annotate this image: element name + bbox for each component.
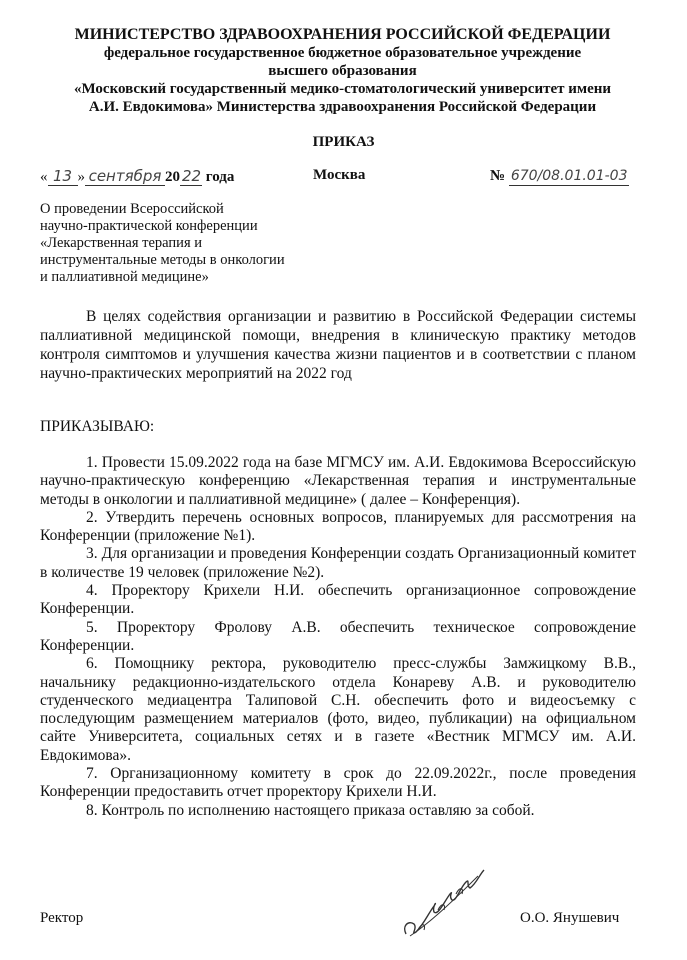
subject-line: «Лекарственная терапия и xyxy=(40,235,202,251)
document-title: ПРИКАЗ xyxy=(312,134,375,150)
date-day: 13 xyxy=(48,167,78,186)
signatory-title: Ректор xyxy=(40,910,84,926)
subject-line: инструментальные методы в онкологии xyxy=(40,252,285,268)
order-number xyxy=(490,167,629,186)
ministry-name: МИНИСТЕРСТВО ЗДРАВООХРАНЕНИЯ РОССИЙСКОЙ ФЕДЕРАЦИИ xyxy=(74,26,611,43)
number-sign: № xyxy=(490,168,506,184)
subject-line: О проведении Всероссийской xyxy=(40,201,224,217)
order-number-value: 670/08.01.01-03 xyxy=(510,168,628,184)
order-subject xyxy=(40,201,330,286)
preamble xyxy=(40,307,636,383)
order-city: Москва xyxy=(313,167,366,183)
date-year-suffix: 22 xyxy=(182,167,202,185)
handwritten-signature xyxy=(398,862,488,942)
preamble-text: В целях содействия организации и развитию в Российской Федерации системы паллиативной медицинской помощи, внедрения в клиническую практику методов контроля симптомов и улучшения качества жизни пациентов и в соответствии с планом научно-практических мероприятий на 2022 год xyxy=(40,308,636,382)
date-close-quote: » xyxy=(77,169,85,185)
orders-heading: ПРИКАЗЫВАЮ: xyxy=(40,418,155,435)
education-level: высшего образования xyxy=(268,63,417,79)
university-name-line1: «Московский государственный медико-стоматологический университет имени xyxy=(73,81,612,97)
signatory-name: О.О. Янушевич xyxy=(520,910,620,926)
date-year-word: года xyxy=(205,169,235,185)
order-items xyxy=(40,454,636,820)
order-item-4: 4. Проректору Крихели Н.И. обеспечить организационное сопровождение Конференции. xyxy=(40,582,636,618)
institution-type: федеральное государственное бюджетное образовательное учреждение xyxy=(103,45,582,61)
letterhead xyxy=(40,26,645,116)
order-date xyxy=(40,167,234,186)
order-item-7: 7. Организационному комитету в срок до 22.09.2022г., после проведения Конференции предоставить отчет проректору Крихели Н.И. xyxy=(40,765,636,801)
date-month: сентября xyxy=(85,167,165,186)
university-name-line2: А.И. Евдокимова» Министерства здравоохранения Российской Федерации xyxy=(88,99,597,115)
date-year-prefix: 20 xyxy=(165,169,180,185)
order-item-3: 3. Для организации и проведения Конференции создать Организационный комитет в количестве 19 человек (приложение №2). xyxy=(40,545,636,581)
order-item-6: 6. Помощнику ректора, руководителю пресс-службы Замжицкому В.В., начальнику редакционно-издательского отдела Конареву А.В. и руководителю студенческого медиацентра Талиповой С.Н. обеспечить фото и видеосъемку с последующим размещением материалов (фото, видео, публикации) на официальном сайте Университета, социальных сетях и в газете «Вестник МГМСУ им. А.И. Евдокимова». xyxy=(40,655,636,764)
subject-line: и паллиативной медицине» xyxy=(40,269,209,285)
date-open-quote: « xyxy=(40,169,48,185)
subject-line: научно-практической конференции xyxy=(40,218,258,234)
date-line xyxy=(40,167,645,189)
order-item-2: 2. Утвердить перечень основных вопросов, планируемых для рассмотрения на Конференции (приложение №1). xyxy=(40,508,636,545)
order-item-5: 5. Проректору Фролову А.В. обеспечить техническое сопровождение Конференции. xyxy=(40,618,636,654)
order-item-8: 8. Контроль по исполнению настоящего приказа оставляю за собой. xyxy=(86,801,535,819)
order-item-1: 1. Провести 15.09.2022 года на базе МГМСУ им. А.И. Евдокимова Всероссийскую научно-практическую конференцию «Лекарственная терапия и инструментальные методы в онкологии и паллиативной медицине» ( далее – Конференция). xyxy=(40,454,636,508)
